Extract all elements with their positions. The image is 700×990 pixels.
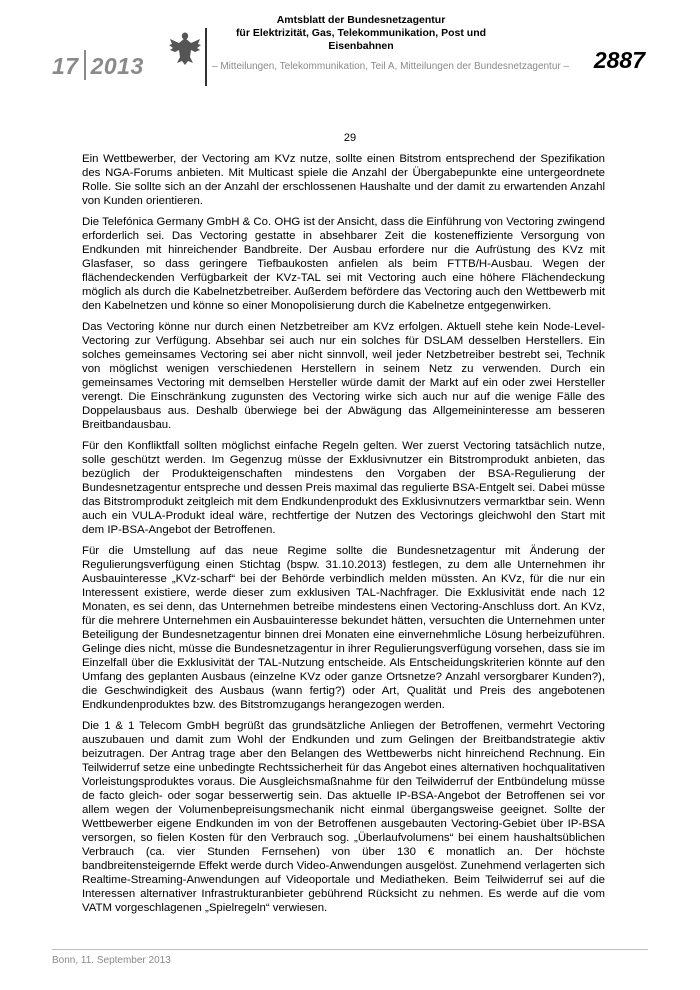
issue-year: 2013: [90, 53, 144, 79]
issue-label: [52, 50, 144, 80]
journal-title-line-2: für Elektrizität, Gas, Telekommunikation, Post und Eisenbahnen: [235, 27, 487, 52]
paragraph: Für den Konfliktfall sollten möglichst einfache Regeln gelten. Wer zuerst Vectoring tatsächlich nutze, solle geschützt werden. Im Gegenzug müsse der Exklusivnutzer ein Bitstromprodukt anbieten, das bezüglich der Produkteigenschaften mindestens den Vorgaben der BSA-Regulierung der Bundesnetzagentur entspreche und dessen Preis maximal das regulierte BSA-Entgelt sei. Dabei müsse das Bitstromprodukt zeitgleich mit dem Endkundenprodukt des Exklusivnutzers vermarktbar sein. Wenn auch ein VULA-Produkt ideal wäre, rechtfertige der Nutzen des Vectorings gleichwohl den Start mit dem IP-BSA-Angebot der Betroffenen.: [82, 440, 605, 536]
header-divider: [205, 28, 207, 86]
issue-number: 17: [52, 53, 79, 79]
footer-divider: [52, 949, 648, 950]
paragraph: Die Telefónica Germany GmbH & Co. OHG ist der Ansicht, dass die Einführung von Vectoring zwingend erforderlich sei. Das Vectoring gestatte in absehbarer Zeit die kosteneffiziente Versorgung von Endkunden mit hinreichender Bandbreite. Der Ausbau erfordere nur die Aufrüstung des KVz mit Glasfaser, so dass geringere Tiefbaukosten anfielen als beim FTTB/H-Ausbau. Wegen der flächendeckenden Verfügbarkeit der KVz-TAL sei mit Vectoring auch eine höhere Flächendeckung möglich als durch die Kabelnetzbetreiber. Außerdem befördere das Vectoring auch den Wettbewerb mit den Kabelnetzen und könne so einer Monopolisierung durch die Kabelnetze entgegenwirken.: [82, 216, 605, 312]
section-number: 29: [343, 132, 357, 144]
footer-date: Bonn, 11. September 2013: [52, 955, 171, 966]
paragraph: Die 1 & 1 Telecom GmbH begrüßt das grundsätzliche Anliegen der Betroffenen, vermehrt Vectoring auszubauen und damit zum Wohl der Endkunden und zum Gelingen der Breitbandstrategie aktiv beizutragen. Der Antrag trage aber den Belangen des Wettbewerbs nicht hinreichend Rechnung. Ein Teilwiderruf setze eine unbedingte Rechtssicherheit für das Angebot eines alternativen hochqualitativen Vorleistungsproduktes voraus. Die Ausgleichsmaßnahme für den Teilwiderruf der Entbündelung müsse de facto gleich- oder sogar besserwertig sein. Das aktuelle IP-BSA-Angebot der Betroffenen sei vor allem wegen der Volumenbepreisungsmechanik nicht einmal übergangsweise geeignet. Sollte der Wettbewerber eigene Endkunden im von der Betroffenen ausgebauten Vectoring-Gebiet über IP-BSA versorgen, so fielen Kosten für den Verbrauch sog. „Überlaufvolumens“ bei einem haushaltsüblichen Verbrauch (ca. vier Stunden Fernsehen) von über 130 € monatlich an. Der höchste bandbreitensteigernde Effekt werde durch Video-Anwendungen ausgelöst. Zunehmend verlagerten sich Realtime-Streaming-Anwendungen auf Videoportale und Mediatheken. Beim Teilwiderruf sei auf die Interessen alternativer Infrastrukturanbieter gebührend Rücksicht zu nehmen. Es werde auf die vom VATM vorgeschlagenen „Spielregeln“ verwiesen.: [82, 720, 605, 914]
paragraph: Ein Wettbewerber, der Vectoring am KVz nutze, sollte einen Bitstrom entsprechend der Spezifikation des NGA-Forums anbieten. Mit Multicast spiele die Anzahl der Übergabepunkte eine untergeordnete Rolle. Sie sollte sich an der Anzahl der erschlossenen Haushalte und der damit zu erwartenden Anzahl von Kunden orientieren.: [82, 153, 605, 207]
page-number: 2887: [593, 47, 645, 73]
journal-title: [215, 14, 507, 53]
paragraph: Das Vectoring könne nur durch einen Netzbetreiber am KVz erfolgen. Aktuell stehe kein Node-Level-Vectoring zur Verfügung. Absehbar sei auch nur ein solches für DSLAM desselben Herstellers. Ein solches gemeinsames Vectoring sei aber nicht sinnvoll, weil jeder Netzbetreiber bestrebt sei, Technik von möglichst wenigen verschiedenen Herstellern in seinem Netz zu verwenden. Durch ein gemeinsames Vectoring mit demselben Hersteller würde damit der Markt auf ein oder zwei Hersteller verengt. Die Einschränkung zugunsten des Vectoring wirke sich auch nur auf die wenige Fälle des Doppelausbaus aus. Deshalb überwiege bei der Abwägung das Allgemeininteresse am besseren Breitbandausbau.: [82, 321, 605, 431]
body-text: [82, 152, 605, 922]
issue-separator: [84, 50, 86, 80]
federal-eagle-icon: [168, 30, 202, 66]
journal-subtitle: – Mitteilungen, Telekommunikation, Teil A, Mitteilungen der Bundesnetzagentur –: [212, 61, 570, 72]
paragraph: Für die Umstellung auf das neue Regime sollte die Bundesnetzagentur mit Änderung der Regulierungsverfügung einen Stichtag (bspw. 31.10.2013) festlegen, zu dem alle Unternehmen ihr Ausbauinteresse „KVz-scharf“ bei der Behörde verbindlich melden müssten. An KVz, für die nur ein Interessent existiere, werde dieser zum exklusiven TAL-Nachfrager. Die Exklusivität ende nach 12 Monaten, es sei denn, das Unternehmen betreibe mindestens einen Vectoring-Anschluss dort. An KVz, für die mehrere Unternehmen ein Ausbauinteresse bekundet hätten, versuchten die Unternehmen unter Beteiligung der Bundesnetzagentur binnen drei Monaten eine einvernehmliche Lösung herbeizuführen. Gelinge dies nicht, müsse die Bundesnetzagentur in ihrer Regulierungsverfügung vorsehen, dass sie im Einzelfall über die Exklusivität der TAL-Nutzung entscheide. Als Entscheidungskriterien könnte auf den Umfang des geplanten Ausbaus (einzelne KVz oder ganze Ortsnetze? Anzahl versorgbarer Kunden?), die Geschwindigkeit des Ausbaus (wann fertig?) oder Art, Qualität und Preis des angebotenen Endkundenproduktes bzw. des Bitstromzugangs herangezogen werden.: [82, 545, 606, 711]
journal-title-line-1: Amtsblatt der Bundesnetzagentur: [276, 14, 446, 26]
